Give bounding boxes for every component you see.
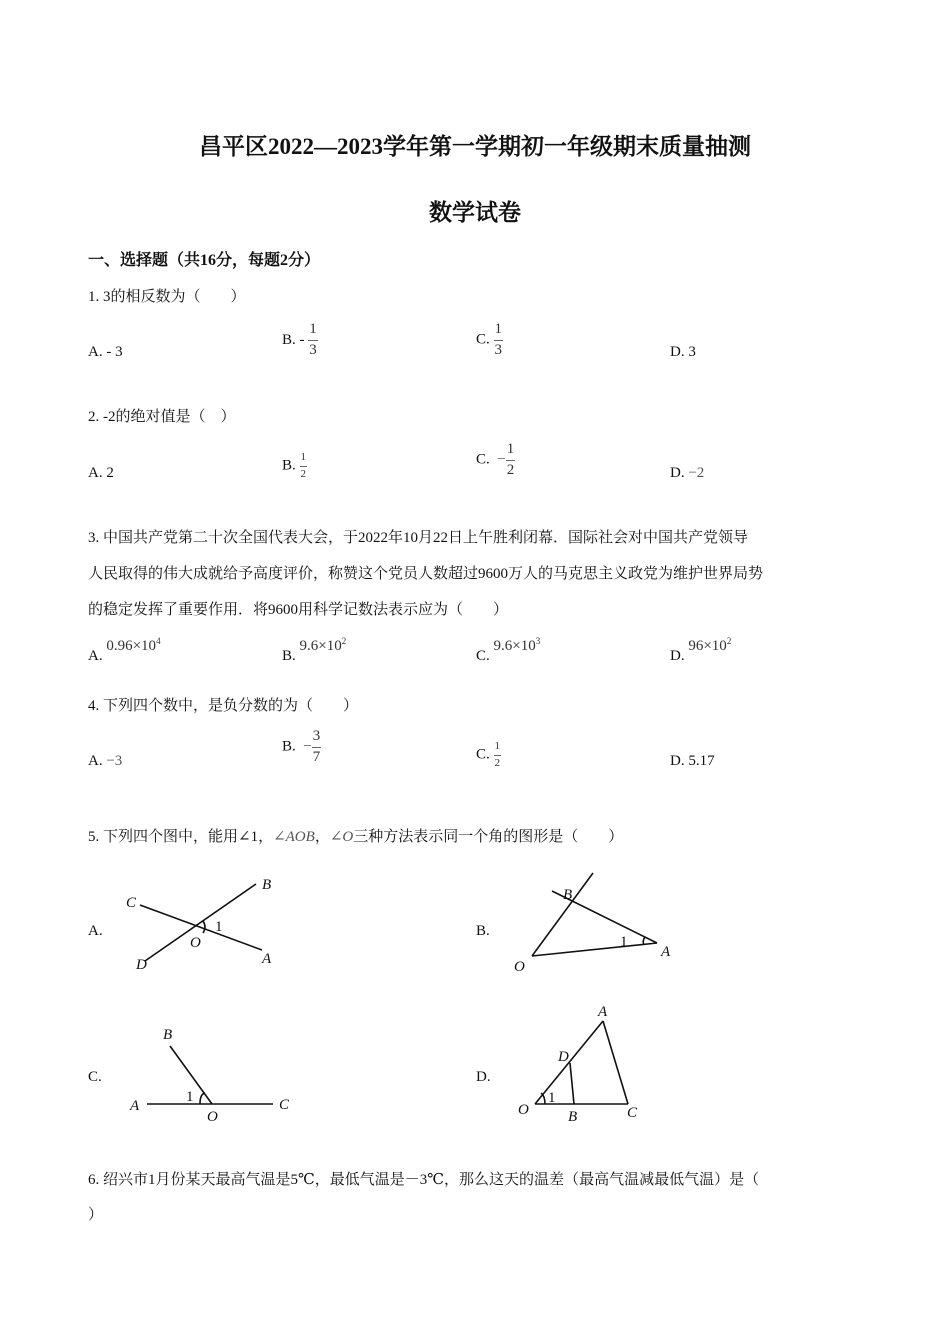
- figure-a: [126, 877, 272, 973]
- q1-option-b: B. - $\frac{1}{3}$: [282, 321, 317, 358]
- angle-arc: [203, 921, 205, 933]
- svg-text:1: 1: [548, 1090, 556, 1106]
- svg-text:D: D: [136, 957, 147, 973]
- figure-c: [129, 1027, 290, 1125]
- svg-text:A: A: [262, 951, 272, 967]
- svg-text:A: A: [598, 1004, 608, 1020]
- exam-title: 昌平区2022—2023学年第一学期初一年级期末质量抽测: [199, 134, 751, 159]
- q5-option-b: B.: [476, 923, 490, 939]
- svg-text:C: C: [279, 1097, 290, 1113]
- svg-text:1: 1: [186, 1089, 194, 1105]
- q2-option-c: C. − $\frac{1}{2}$: [476, 441, 515, 478]
- q5-option-a: A.: [88, 923, 103, 939]
- q5-option-d: D.: [476, 1069, 491, 1085]
- q3-line-3: 的稳定发挥了重要作用．将9600用科学记数法表示应为（ ）: [88, 602, 509, 618]
- svg-text:O: O: [190, 935, 201, 951]
- svg-text:B: B: [163, 1027, 173, 1043]
- svg-text:B: B: [262, 877, 272, 893]
- q3-option-a: A. $0.96\times 10^4$: [88, 636, 161, 664]
- svg-text:B: B: [563, 887, 573, 903]
- svg-text:O: O: [207, 1109, 218, 1125]
- q5-option-c: C.: [88, 1069, 102, 1085]
- q4-stem: 4. 下列四个数中，是负分数的为（ ）: [88, 698, 359, 714]
- q2-option-b: B. $\frac{1}{2}$: [282, 451, 307, 480]
- q1-option-a: A. - 3: [88, 344, 123, 360]
- q3-option-d: D. $96\times 10^2$: [670, 636, 732, 664]
- exam-subtitle: 数学试卷: [429, 200, 521, 225]
- svg-text:C: C: [627, 1105, 638, 1121]
- angle-arc: [541, 1093, 545, 1104]
- q3-option-b: B. $9.6\times 10^2$: [282, 636, 347, 664]
- svg-text:O: O: [514, 959, 525, 975]
- svg-text:B: B: [568, 1109, 578, 1125]
- q1-option-c: C. $\frac{1}{3}$: [476, 321, 503, 358]
- q5-stem: 5. 下列四个图中，能用∠1，∠AOB，∠O三种方法表示同一个角的图形是（ ）: [88, 829, 624, 845]
- q4-option-a: A. −3: [88, 753, 123, 769]
- q2-option-a: A. 2: [88, 465, 114, 481]
- q2-option-d: D. −2: [670, 465, 705, 481]
- svg-text:1: 1: [620, 934, 628, 950]
- figure-b: [514, 873, 671, 975]
- q1-stem: 1. 3的相反数为（ ）: [88, 289, 246, 305]
- svg-text:D: D: [558, 1049, 569, 1065]
- svg-text:A: A: [661, 944, 671, 960]
- q4-option-d: D. 5.17: [670, 753, 715, 769]
- q3-option-c: C. $9.6\times 10^3$: [476, 636, 541, 664]
- q1-option-d: D. 3: [670, 344, 696, 360]
- q4-option-b: B. − $\frac{3}{7}$: [282, 728, 321, 765]
- q4-option-c: C. $\frac{1}{2}$: [476, 740, 501, 769]
- figure-d: [518, 1004, 638, 1125]
- svg-text:1: 1: [215, 919, 223, 935]
- q6-line-2: ）: [88, 1207, 104, 1223]
- svg-text:A: A: [130, 1098, 140, 1114]
- q3-line-2: 人民取得的伟大成就给予高度评价，称赞这个党员人数超过9600万人的马克思主义政党为维护世界局势: [88, 566, 764, 582]
- section-heading: 一、选择题（共16分，每题2分）: [88, 252, 321, 269]
- q3-line-1: 3. 中国共产党第二十次全国代表大会，于2022年10月22日上午胜利闭幕．国际社会对中国共产党领导: [88, 530, 749, 546]
- svg-text:C: C: [126, 895, 137, 911]
- svg-text:O: O: [518, 1102, 529, 1118]
- q2-stem: 2. -2的绝对值是（ ）: [88, 409, 236, 425]
- q6-line-1: 6. 绍兴市1月份某天最高气温是5℃，最低气温是－3℃，那么这天的温差（最高气温减最低气温）是（: [88, 1172, 760, 1188]
